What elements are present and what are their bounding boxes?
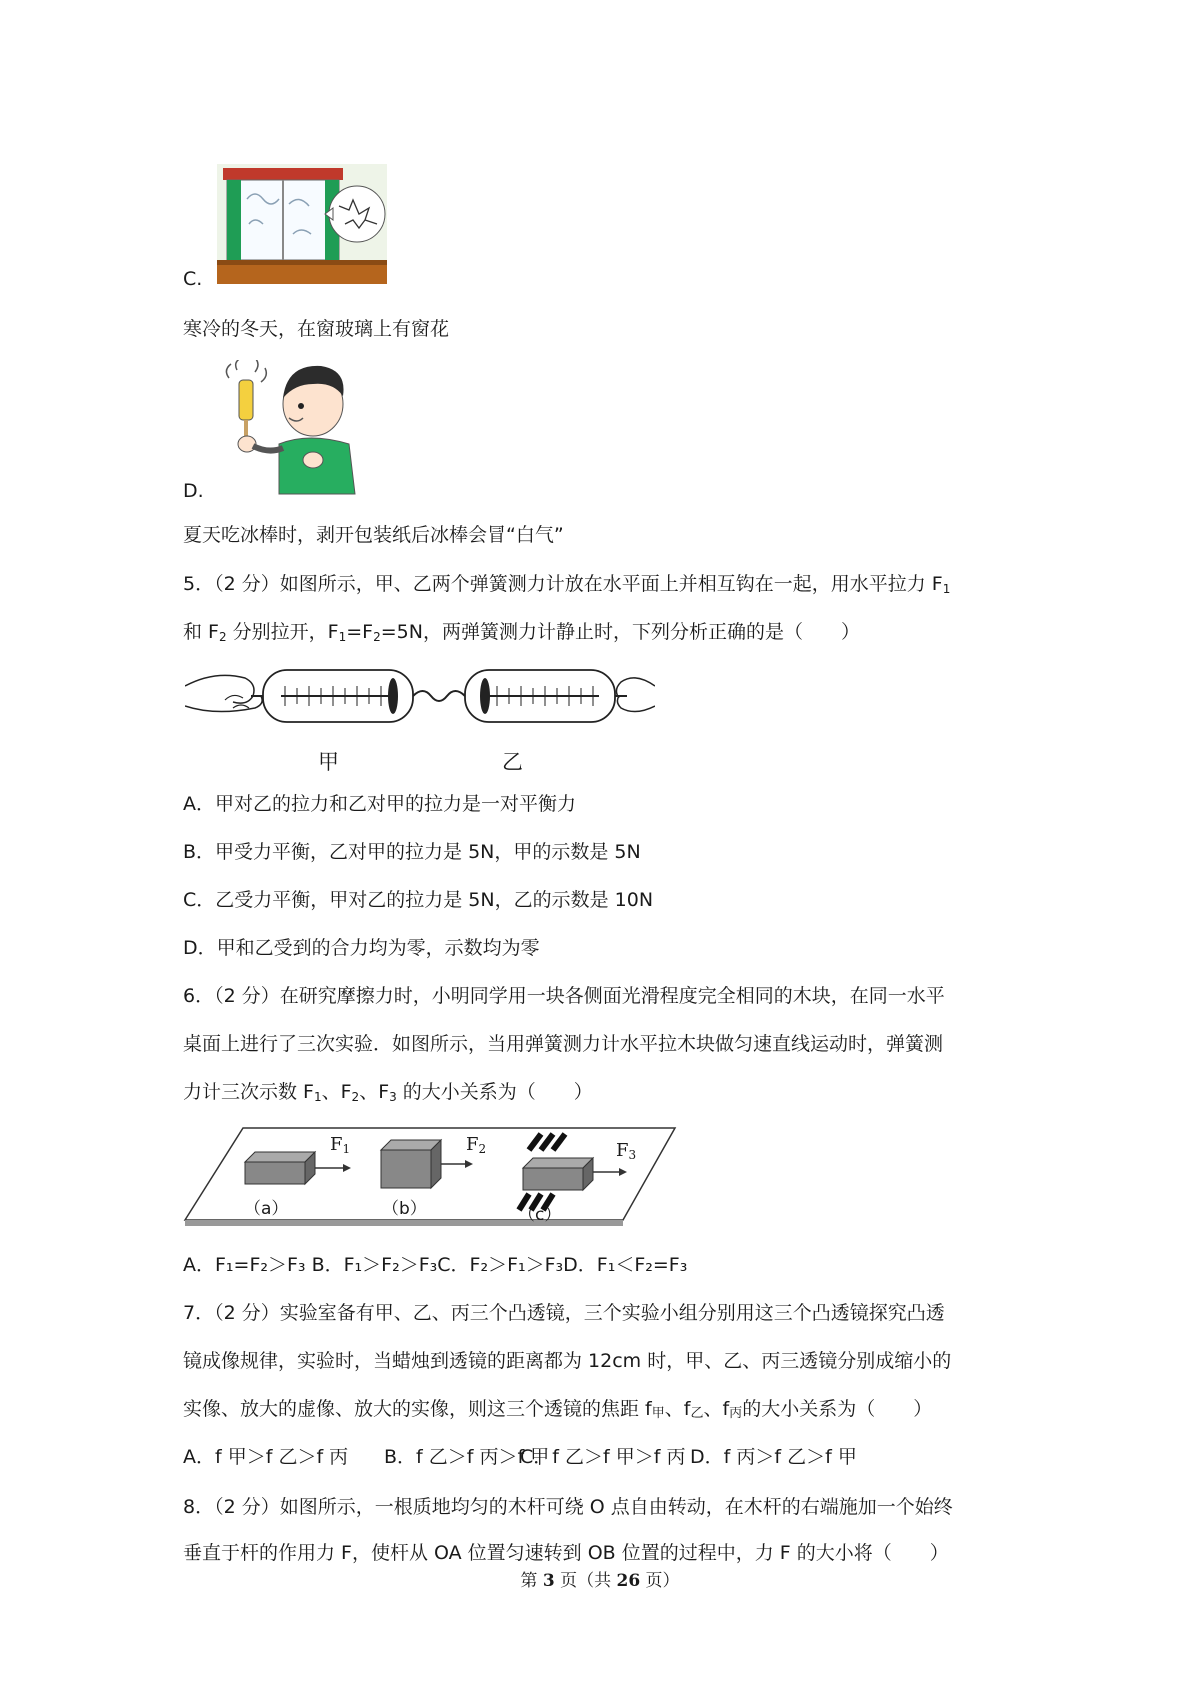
question-6-options: A．F₁=F₂＞F₃ B．F₁＞F₂＞F₃C．F₂＞F₁＞F₃D．F₁＜F₂=F₃: [183, 1254, 688, 1276]
figure-label-a: （a）: [244, 1199, 289, 1219]
question-8-line-1: 8．（2 分）如图所示，一根质地均匀的木杆可绕 O 点自由转动，在木杆的右端施加一个始终: [183, 1496, 953, 1518]
scale-label-yi: 乙: [502, 750, 523, 774]
question-7-option-a: A．f 甲＞f 乙＞f 丙: [183, 1446, 349, 1468]
question-7-option-d: D．f 丙＞f 乙＞f 甲: [690, 1446, 857, 1468]
question-8-line-2: 垂直于杆的作用力 F，使杆从 OA 位置匀速转到 OB 位置的过程中，力 F 的大小将（ ）: [183, 1542, 949, 1564]
question-6-line-3: 力计三次示数 $F_1$、$F_2$、$F_3$ 的大小关系为（ ）: [183, 1081, 593, 1104]
question-6-line-2: 桌面上进行了三次实验．如图所示，当用弹簧测力计水平拉木块做匀速直线运动时，弹簧测: [183, 1033, 944, 1055]
question-7-option-c: C．f 乙＞f 甲＞f 丙: [520, 1446, 686, 1468]
option-c-label: C.: [183, 268, 203, 290]
question-5-option-a: A．甲对乙的拉力和乙对甲的拉力是一对平衡力: [183, 793, 576, 815]
question-5-option-c: C．乙受力平衡，甲对乙的拉力是 5N，乙的示数是 10N: [183, 889, 654, 911]
question-7-option-b: B．f 乙＞f 丙＞f 甲: [384, 1446, 550, 1468]
question-7-line-3: 实像、放大的虚像、放大的实像，则这三个透镜的焦距 f甲、f乙、f丙的大小关系为（ ）: [183, 1398, 933, 1421]
figure-label-b: （b）: [382, 1199, 427, 1219]
scale-label-jia: 甲: [318, 750, 339, 774]
page-footer: 第 3 页（共 26 页）: [520, 1571, 680, 1591]
question-7-line-1: 7．（2 分）实验室备有甲、乙、丙三个凸透镜，三个实验小组分别用这三个凸透镜探究凸透: [183, 1302, 945, 1324]
question-7-line-2: 镜成像规律，实验时，当蜡烛到透镜的距离都为 12cm 时，甲、乙、丙三透镜分别成缩小的: [183, 1350, 952, 1372]
question-5-option-d: D．甲和乙受到的合力均为零，示数均为零: [183, 937, 540, 959]
figure-label-c: （c）: [518, 1205, 562, 1225]
question-6-line-1: 6．（2 分）在研究摩擦力时，小明同学用一块各侧面光滑程度完全相同的木块，在同一水平: [183, 985, 945, 1007]
window-frost-illustration: [217, 164, 387, 284]
option-d-caption: 夏天吃冰棒时，剥开包装纸后冰棒会冒“白气”: [183, 524, 564, 546]
option-d-label: D.: [183, 480, 204, 502]
force-label-f3: $F_3$: [616, 1140, 637, 1162]
spring-scales-diagram: [185, 660, 655, 740]
question-5-option-b: B．甲受力平衡，乙对甲的拉力是 5N，甲的示数是 5N: [183, 841, 641, 863]
force-label-f1: $F_1$: [330, 1134, 351, 1156]
question-5-line-1: 5．（2 分）如图所示，甲、乙两个弹簧测力计放在水平面上并相互钩在一起，用水平拉力 $F_1$: [183, 573, 951, 596]
question-5-line-2: 和 $F_2$ 分别拉开，$F_1=F_2=5N$，两弹簧测力计静止时，下列分析正确的是（ ）: [183, 621, 860, 644]
option-c-caption: 寒冷的冬天，在窗玻璃上有窗花: [183, 318, 450, 340]
boy-popsicle-illustration: [217, 360, 377, 495]
force-label-f2: $F_2$: [466, 1134, 487, 1156]
